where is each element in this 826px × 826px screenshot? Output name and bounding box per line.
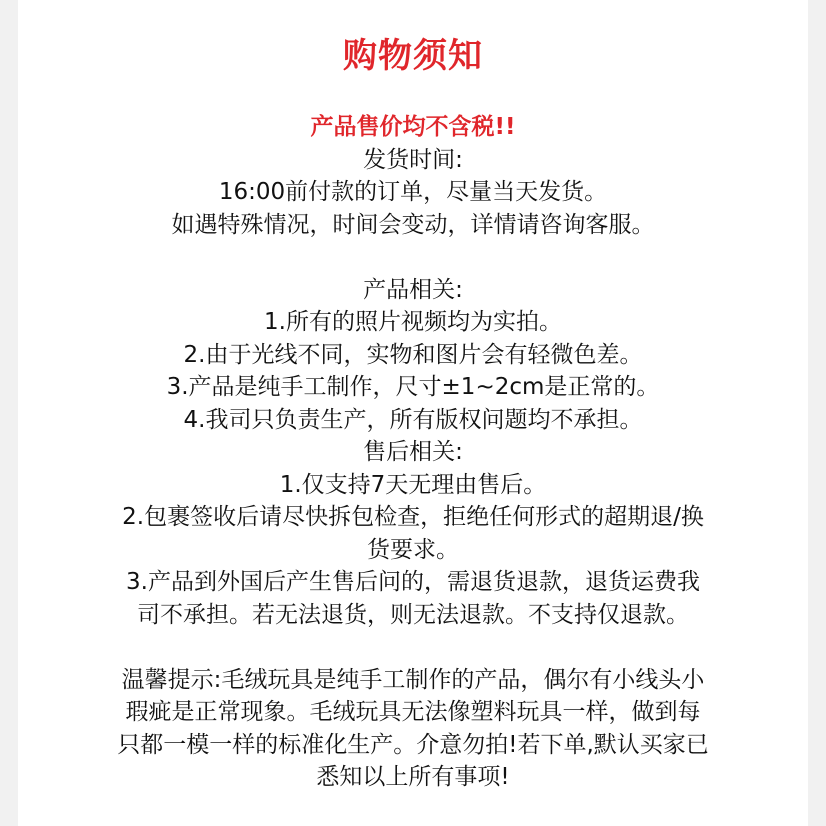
after-sales-item-1: 1.仅支持7天无理由售后。 (279, 471, 547, 498)
spacer (18, 241, 808, 274)
product-item-2: 2.由于光线不同，实物和图片会有轻微色差。 (183, 341, 643, 368)
section-heading-product: 产品相关: (363, 276, 463, 303)
tip-line-3: 只都一模一样的标准化生产。介意勿拍!若下单,默认买家已 (117, 731, 709, 758)
product-item-1: 1.所有的照片视频均为实拍。 (264, 309, 562, 335)
spacer (18, 631, 808, 664)
tip-line-2: 瑕疵是正常现象。毛绒玩具无法像塑料玩具一样，做到每 (125, 699, 701, 725)
tax-notice: 产品售价均不含税!! (310, 114, 516, 140)
product-item-3: 3.产品是纯手工制作，尺寸±1~2cm是正常的。 (166, 374, 660, 400)
section-heading-after-sales: 售后相关: (363, 439, 463, 465)
page-title: 购物须知 (343, 36, 483, 76)
tip-line-4: 悉知以上所有事项! (316, 764, 510, 790)
after-sales-item-3-line-2: 司不承担。若无法退货，则无法退款。不支持仅退款。 (137, 601, 689, 628)
right-edge-strip (808, 0, 826, 826)
shipping-line-2: 如遇特殊情况，时间会变动，详情请咨询客服。 (171, 211, 655, 238)
left-edge-strip (0, 0, 18, 826)
after-sales-item-2-line-1: 2.包裹签收后请尽快拆包检查，拒绝任何形式的超期退/换 (122, 504, 704, 530)
after-sales-item-2-line-2: 货要求。 (367, 536, 459, 563)
product-item-4: 4.我司只负责生产，所有版权问题均不承担。 (183, 406, 643, 433)
tip-line-1: 温馨提示:毛绒玩具是纯手工制作的产品，偶尔有小线头小 (121, 666, 705, 693)
after-sales-item-3-line-1: 3.产品到外国后产生售后问的，需退货退款，退货运费我 (126, 569, 700, 595)
section-heading-shipping: 发货时间: (363, 146, 463, 173)
notice-lines (18, 111, 808, 794)
notice-content (18, 0, 808, 826)
shipping-line-1: 16:00前付款的订单，尽量当天发货。 (218, 179, 608, 205)
